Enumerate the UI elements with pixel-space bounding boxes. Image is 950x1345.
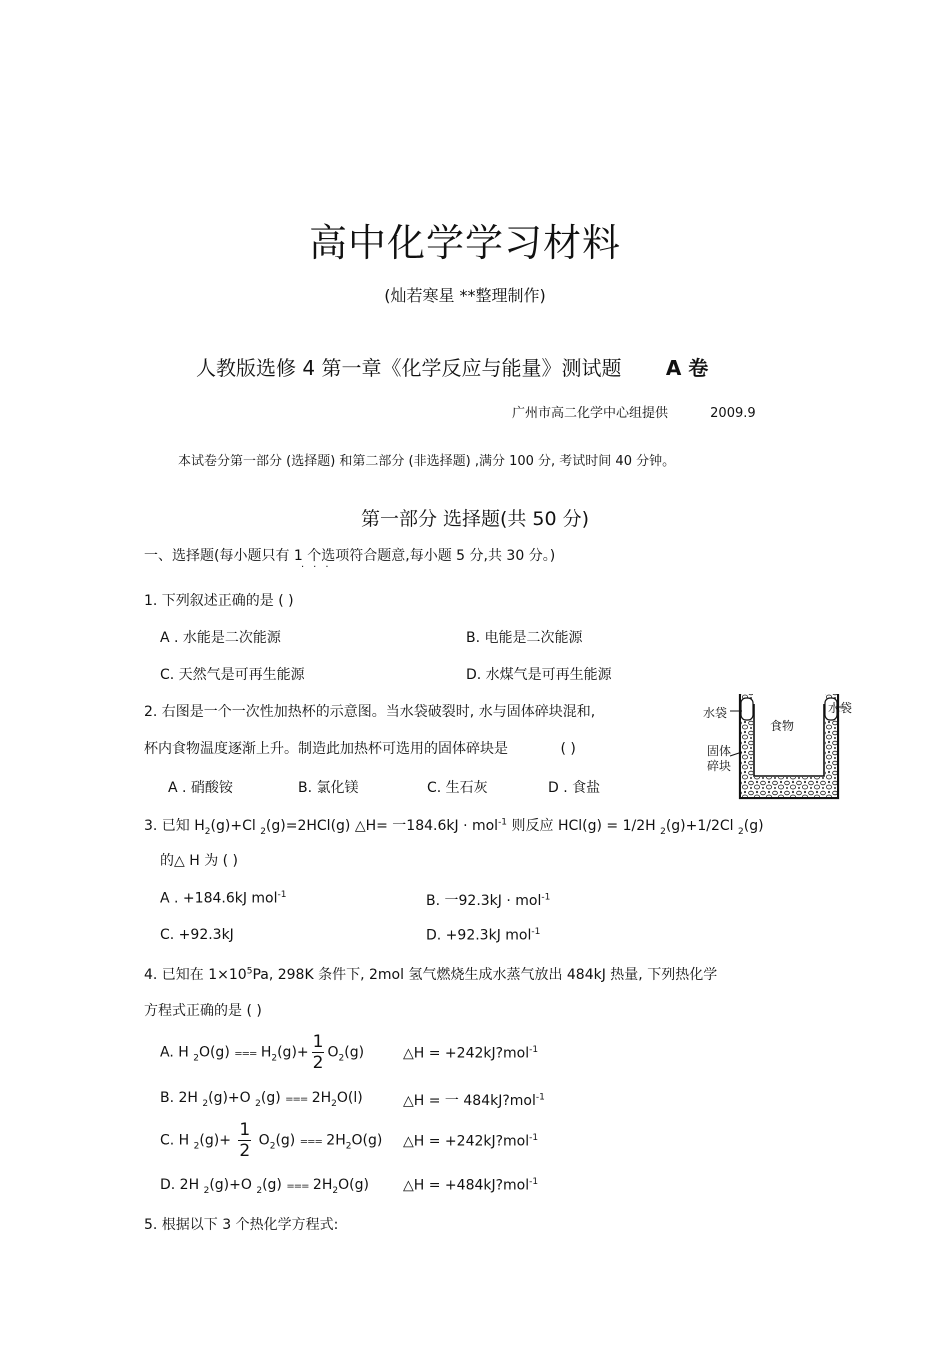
q2-stem-line1: 2. 右图是一个一次性加热杯的示意图。当水袋破裂时, 水与固体碎块混和, — [144, 704, 596, 720]
q4-sup-1: 5 — [246, 966, 253, 977]
q3-option-b-sup: -1 — [541, 892, 551, 903]
water-bag-left — [741, 698, 753, 720]
q4d-sub3: 2 — [332, 1185, 339, 1196]
figure-label-solid-2: 碎块 — [707, 759, 732, 773]
q4d-sup: -1 — [529, 1177, 539, 1187]
q4c-sub3: 2 — [345, 1141, 352, 1152]
q4c-num: 1 — [239, 1120, 251, 1140]
q3-option-a — [160, 890, 287, 907]
q4a-pre: A. H — [160, 1044, 194, 1061]
q2-option-c: C. 生石灰 — [427, 780, 488, 796]
q4-option-d — [160, 1177, 369, 1196]
q1-option-d: D. 水煤气是可再生能源 — [466, 667, 612, 683]
q4d-eq: === — [286, 1181, 309, 1192]
q3-option-a-sup: -1 — [277, 890, 287, 900]
exam-title — [196, 352, 708, 381]
provider: 广州市高二化学中心组提供 — [512, 406, 669, 421]
q3-text-5: (g)+1/2Cl — [665, 818, 739, 834]
q4b-end: O(l) — [336, 1090, 363, 1106]
q4c-fraction — [238, 1120, 251, 1161]
q4c-sub1: 2 — [193, 1141, 200, 1152]
q3-sub-4: 2 — [738, 826, 744, 837]
part1-title: 第一部分 选择题(共 50 分) — [360, 508, 590, 530]
q4d-sub2: 2 — [256, 1185, 263, 1196]
q1-stem: 1. 下列叙述正确的是 ( ) — [144, 593, 294, 609]
exam-title-text: 人教版选修 4 第一章《化学反应与能量》测试题 — [196, 356, 622, 380]
q4b-pre: B. 2H — [160, 1090, 203, 1106]
q4-stem-line1 — [144, 964, 717, 984]
q5-stem: 5. 根据以下 3 个热化学方程式: — [144, 1217, 339, 1233]
q4d-end: O(g) — [338, 1177, 369, 1193]
figure-label-solid-1: 固体 — [707, 744, 732, 758]
q4a-fraction — [312, 1032, 325, 1073]
q3-option-d-sup: -1 — [531, 927, 541, 937]
q4c-sub2: 2 — [269, 1141, 276, 1152]
q4d-pre: D. 2H — [160, 1177, 204, 1193]
q4b-post: 2H — [307, 1090, 332, 1106]
q4c-post: 2H — [321, 1132, 346, 1149]
q4c-pre: C. H — [160, 1132, 194, 1149]
q2-option-d: D . 食盐 — [548, 780, 601, 796]
q4-option-a-dh — [403, 1045, 538, 1062]
q4c-o2: O — [254, 1132, 270, 1149]
q3-sub-2: 2 — [260, 826, 266, 837]
q2-answer-paren: ( ) — [560, 741, 576, 757]
q4a-mid: O(g) — [198, 1044, 235, 1061]
exam-intro: 本试卷分第一部分 (选择题) 和第二部分 (非选择题) ,满分 100 分, 考试时间 40 分钟。 — [178, 454, 676, 469]
q4b-eq: === — [285, 1094, 308, 1105]
q4a-sub1: 2 — [193, 1053, 199, 1064]
document-subtitle: (灿若寒星 **整理制作) — [384, 286, 546, 305]
q4-option-c-dh — [403, 1133, 538, 1150]
q3-option-b — [426, 890, 550, 910]
q4d-sub1: 2 — [203, 1185, 210, 1196]
q3-text-2: (g)+Cl — [210, 818, 261, 834]
q4c-eq: === — [299, 1136, 322, 1148]
q1-option-a: A . 水能是二次能源 — [160, 630, 281, 646]
q4-option-b-dh — [403, 1090, 545, 1110]
q4-text-2: Pa, 298K 条件下, 2mol 氢气燃烧生成水蒸气放出 484kJ 热量, 下列热化学 — [252, 967, 718, 983]
q4c-mid: (g)+ — [199, 1132, 236, 1149]
q3-option-c: C. +92.3kJ — [160, 927, 234, 943]
q4b-mid2: (g) — [260, 1090, 286, 1106]
q4c-end: O(g) — [351, 1132, 383, 1149]
q4c-den: 2 — [239, 1141, 251, 1161]
date: 2009.9 — [710, 406, 756, 421]
q3-sub-3: 2 — [660, 826, 666, 837]
q4a-sub3: 2 — [338, 1053, 345, 1064]
figure-label-water-left: 水袋 — [703, 706, 728, 720]
q4a-sup: -1 — [529, 1045, 539, 1055]
q4-option-b — [160, 1090, 363, 1109]
q4-stem-line2: 方程式正确的是 ( ) — [144, 1003, 262, 1019]
q4a-after: (g)+ — [277, 1044, 309, 1061]
q4a-dh: △H = +242kJ?mol — [403, 1045, 530, 1062]
q4d-post: 2H — [308, 1177, 333, 1193]
q4b-dh: △H = 一 484kJ?mol — [403, 1093, 536, 1109]
q4c-sup: -1 — [529, 1133, 539, 1143]
q3-option-d-text: D. +92.3kJ mol — [426, 927, 532, 944]
section-heading: 一、选择题(每小题只有 1 个选项符合题意,每小题 5 分,共 30 分。) — [144, 548, 556, 564]
q4a-den: 2 — [312, 1053, 324, 1073]
figure-label-food: 食物 — [770, 719, 795, 733]
q4b-sub1: 2 — [202, 1098, 209, 1109]
q4-option-a — [160, 1032, 364, 1073]
q4a-sub2: 2 — [271, 1053, 278, 1064]
q4-text-1: 4. 已知在 1×10 — [144, 967, 247, 983]
q3-option-d — [426, 927, 540, 944]
q2-stem-line2 — [144, 738, 576, 758]
q4a-end: (g) — [344, 1044, 365, 1061]
q4d-mid2: (g) — [262, 1177, 287, 1193]
q2-stem-text: 杯内食物温度逐渐上升。制造此加热杯可选用的固体碎块是 — [144, 741, 508, 757]
q4d-mid: (g)+O — [209, 1177, 257, 1193]
q3-text-6: (g) — [743, 818, 764, 834]
q4c-mid2: (g) — [275, 1132, 300, 1149]
q4b-mid: (g)+O — [208, 1090, 256, 1106]
q4a-num: 1 — [312, 1032, 324, 1052]
figure-label-water-right: 水袋 — [828, 701, 853, 715]
q3-text-1: 3. 已知 H — [144, 818, 205, 834]
q4a-post: H — [256, 1044, 272, 1061]
q4c-dh: △H = +242kJ?mol — [403, 1133, 530, 1150]
q4b-sup: -1 — [535, 1092, 545, 1103]
q3-option-a-text: A . +184.6kJ mol — [160, 890, 278, 907]
document-title: 高中化学学习材料 — [308, 221, 621, 265]
q4-option-d-dh — [403, 1177, 538, 1194]
q3-sup-1: -1 — [498, 817, 508, 828]
q1-option-b: B. 电能是二次能源 — [466, 630, 583, 646]
q4-option-c — [160, 1120, 382, 1161]
q1-option-c: C. 天然气是可再生能源 — [160, 667, 305, 683]
q4a-o2: O — [327, 1044, 339, 1061]
exam-volume: A 卷 — [665, 356, 709, 380]
q2-option-a: A . 硝酸铵 — [168, 780, 233, 796]
q3-text-3: (g)=2HCl(g) △H= 一184.6kJ · mol — [265, 818, 499, 834]
q3-option-b-text: B. 一92.3kJ · mol — [426, 893, 542, 909]
emphasis-dots: ··· — [301, 562, 338, 573]
q3-stem-line2: 的△ H 为 ( ) — [160, 853, 239, 869]
q4b-sub3: 2 — [331, 1098, 337, 1109]
q3-text-4: 则反应 HCl(g) = 1/2H — [507, 818, 661, 834]
q3-stem-line1 — [144, 815, 764, 837]
provider-line — [512, 402, 756, 421]
q3-sub-1: 2 — [204, 826, 211, 837]
q4b-sub2: 2 — [255, 1098, 261, 1109]
q4a-eq: === — [234, 1048, 257, 1060]
q4d-dh: △H = +484kJ?mol — [403, 1177, 530, 1194]
q2-option-b: B. 氯化镁 — [298, 780, 359, 796]
